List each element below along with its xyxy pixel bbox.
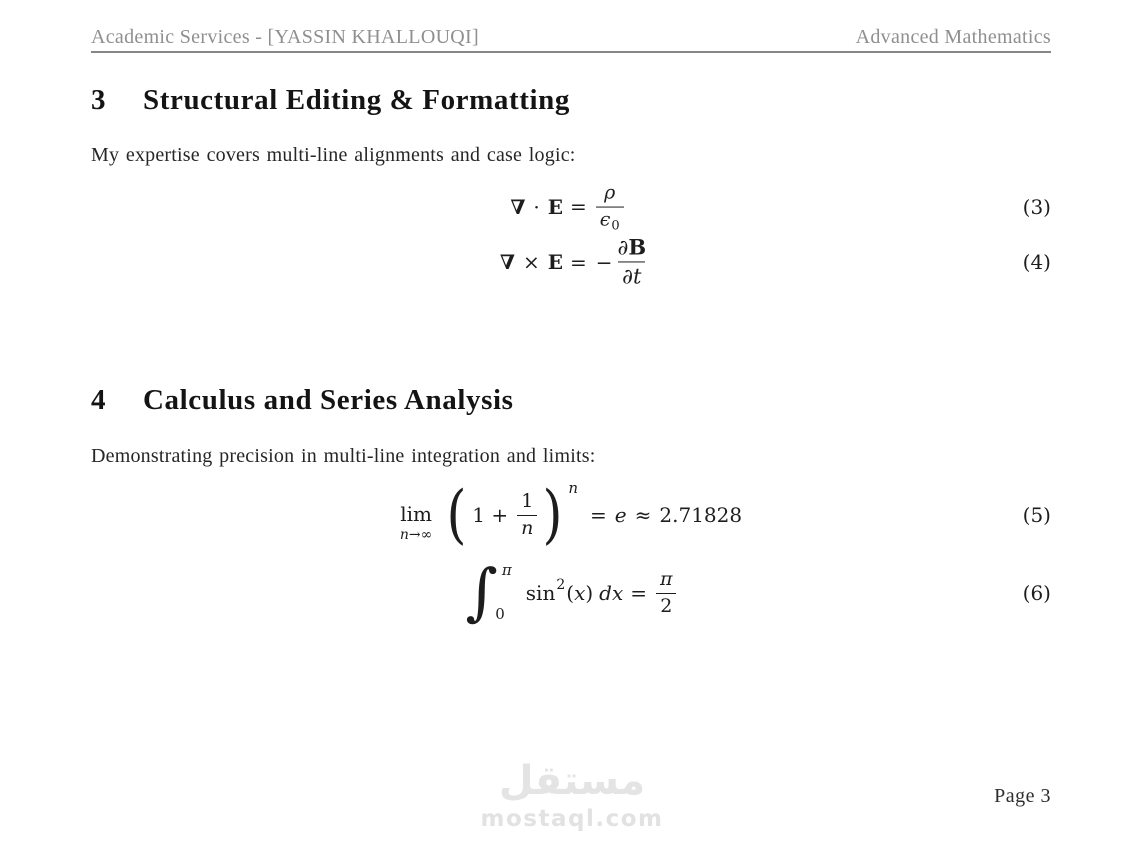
sin-function: sin: [525, 581, 556, 605]
exponent-n: n: [568, 479, 579, 497]
equation-gauss-law: [91, 181, 1051, 233]
e-value: 2.71828: [659, 503, 743, 527]
open-paren: (: [566, 581, 575, 605]
section-4-intro: Demonstrating precision in multi-line integration and limits:: [91, 445, 596, 467]
equation-5-number: (5): [1022, 503, 1051, 527]
infinity-symbol: ∞: [420, 527, 433, 543]
limit-subscript: [400, 528, 432, 542]
lim-word: lim: [400, 502, 432, 526]
nabla-symbol: ∇: [499, 250, 515, 274]
limit-result: [590, 503, 742, 527]
magnetic-field-symbol: B: [628, 234, 647, 260]
epsilon-symbol: ϵ: [599, 208, 611, 231]
partial-symbol: ∂: [617, 235, 629, 260]
equals-sign: =: [570, 250, 587, 274]
integral-symbol: ∫: [465, 555, 498, 628]
integral-lower-limit: 0: [495, 605, 505, 623]
dot-operator: ·: [533, 195, 540, 219]
paren-contents: [472, 489, 537, 539]
mostaql-watermark: [0, 758, 1144, 832]
limit-variable: n: [399, 527, 409, 543]
fraction-dB-dt: [614, 236, 651, 287]
partial-B-numerator: [614, 236, 651, 261]
mostaql-site-text: mostaql.com: [480, 806, 664, 832]
numerator-one: 1: [521, 489, 534, 512]
cross-operator: ×: [522, 250, 540, 274]
one-plus: 1 +: [472, 503, 509, 527]
header-course: Advanced Mathematics: [855, 26, 1051, 48]
minus-sign: −: [595, 250, 613, 274]
fraction-pi-2: [656, 567, 677, 617]
equation-gauss-rhs: [563, 181, 624, 234]
fraction-1-n: [517, 489, 537, 539]
page-header: [91, 26, 1051, 49]
approx-symbol: ≈: [634, 503, 652, 527]
equals-sign: =: [570, 195, 587, 219]
equation-limit-content: [91, 478, 1051, 552]
nabla-symbol: ∇: [510, 195, 526, 219]
close-paren: ): [585, 581, 594, 605]
header-rule: [91, 51, 1051, 53]
section-4-heading: [91, 384, 514, 417]
section-3-heading: [91, 84, 570, 117]
equation-6-number: (6): [1022, 581, 1051, 605]
mostaql-logo: مستقل: [498, 758, 646, 804]
partial-t-denominator: ∂t: [618, 262, 645, 288]
differential-dx: dx: [599, 581, 624, 605]
denominator-two: 2: [656, 593, 676, 617]
limit-block: [400, 504, 432, 542]
equation-4-number: (4): [1022, 250, 1051, 274]
equation-faraday-lhs: [91, 250, 563, 274]
rho-symbol: ρ: [604, 181, 616, 204]
equation-faraday-law: [91, 235, 1051, 289]
integral-upper-limit: π: [501, 561, 512, 579]
fraction-rho-epsilon0: [596, 181, 624, 234]
page-number: Page 3: [994, 785, 1051, 807]
equation-gauss-lhs: [91, 195, 563, 219]
arrow-symbol: →: [408, 527, 421, 543]
section-3-title: Structural Editing & Formatting: [143, 84, 570, 116]
electric-field-symbol: E: [547, 195, 563, 219]
equation-3-number: (3): [1022, 195, 1051, 219]
epsilon-subscript: 0: [611, 218, 620, 234]
equals-sign: =: [630, 581, 648, 605]
equation-integral-content: [91, 555, 1051, 628]
section-3-number: 3: [91, 84, 107, 116]
integral-block: [465, 555, 512, 628]
section-4-title: Calculus and Series Analysis: [143, 384, 514, 416]
equation-limit-e: [91, 478, 1051, 552]
sin-exponent: 2: [556, 577, 566, 593]
pi-symbol: π: [660, 567, 673, 590]
epsilon0-symbol: [596, 207, 624, 234]
close-paren: ): [542, 478, 563, 552]
open-paren: (: [446, 478, 467, 552]
section-4-number: 4: [91, 384, 107, 416]
equation-faraday-rhs: [563, 236, 650, 287]
denominator-n: n: [517, 515, 537, 539]
euler-number-symbol: e: [614, 503, 627, 527]
header-author: Academic Services - [YASSIN KHALLOUQI]: [91, 26, 479, 48]
equation-integral-sin2: [91, 555, 1051, 628]
equals-sign: =: [590, 503, 607, 527]
electric-field-symbol: E: [547, 250, 563, 274]
variable-x: x: [574, 581, 586, 605]
section-3-intro: My expertise covers multi-line alignments and case logic:: [91, 144, 576, 166]
